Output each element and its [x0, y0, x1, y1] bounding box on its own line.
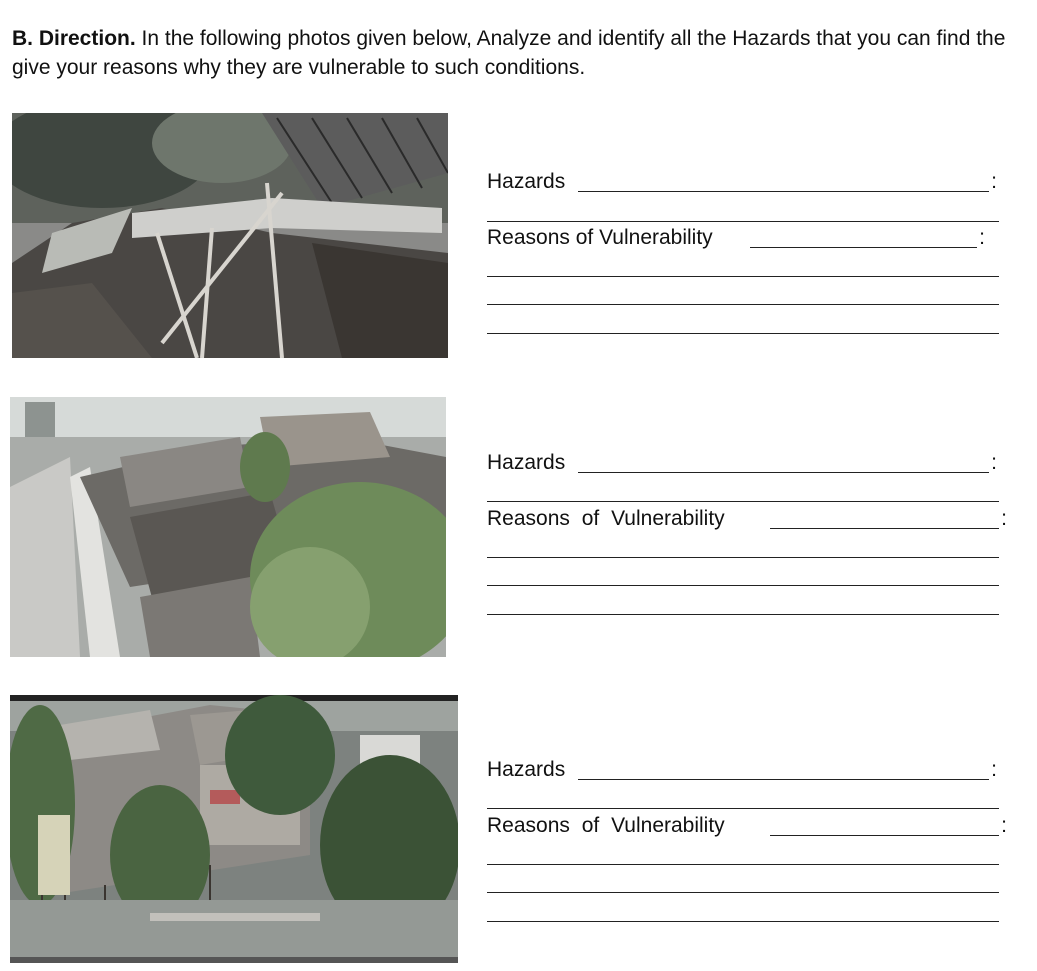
reasons-answer-line-2[interactable] — [770, 528, 999, 529]
direction-heading: B. Direction. — [12, 27, 136, 50]
answer-line[interactable] — [487, 787, 999, 811]
answer-line[interactable] — [487, 593, 999, 617]
answer-line[interactable] — [487, 564, 999, 588]
direction-instruction — [12, 24, 1022, 82]
reasons-field-2[interactable] — [487, 507, 1007, 531]
hazards-answer-line-2[interactable] — [578, 472, 991, 473]
hazards-colon-2: : — [991, 451, 997, 474]
reasons-field-3[interactable] — [487, 814, 1007, 838]
hazards-field-1[interactable] — [487, 170, 999, 194]
hazards-colon-1: : — [991, 170, 997, 193]
answer-line[interactable] — [487, 536, 999, 560]
hazards-answer-line-1[interactable] — [578, 191, 991, 192]
hazards-colon-3: : — [991, 758, 997, 781]
answer-line[interactable] — [487, 200, 999, 224]
reasons-colon-2: : — [1001, 507, 1007, 530]
reasons-colon-1: : — [979, 226, 985, 249]
reasons-answer-line-1[interactable] — [750, 247, 983, 248]
riverside-slum-shanties-photo — [10, 397, 446, 657]
hazards-label-3: Hazards — [487, 758, 566, 781]
answer-line[interactable] — [487, 900, 999, 924]
answer-line[interactable] — [487, 283, 999, 307]
collapsed-house-landslide-photo — [12, 113, 448, 358]
reasons-label-1: Reasons of Vulnerability — [487, 226, 713, 249]
hazards-label-2: Hazards — [487, 451, 566, 474]
direction-text: In the following photos given below, Analyze and identify all the Hazards that you can find the give your reasons why they are vulnerable to such conditions. — [12, 27, 1006, 79]
hazards-field-3[interactable] — [487, 758, 999, 782]
reasons-colon-3: : — [1001, 814, 1007, 837]
answer-line[interactable] — [487, 843, 999, 867]
stilt-houses-riverbank-photo — [10, 695, 458, 963]
answer-line[interactable] — [487, 255, 999, 279]
reasons-label-2: Reasons of Vulnerability — [487, 507, 725, 530]
hazards-field-2[interactable] — [487, 451, 999, 475]
hazards-answer-line-3[interactable] — [578, 779, 991, 780]
reasons-label-3: Reasons of Vulnerability — [487, 814, 725, 837]
hazards-label-1: Hazards — [487, 170, 566, 193]
answer-line[interactable] — [487, 480, 999, 504]
answer-line[interactable] — [487, 871, 999, 895]
reasons-field-1[interactable] — [487, 226, 999, 250]
answer-line[interactable] — [487, 312, 999, 336]
reasons-answer-line-3[interactable] — [770, 835, 999, 836]
